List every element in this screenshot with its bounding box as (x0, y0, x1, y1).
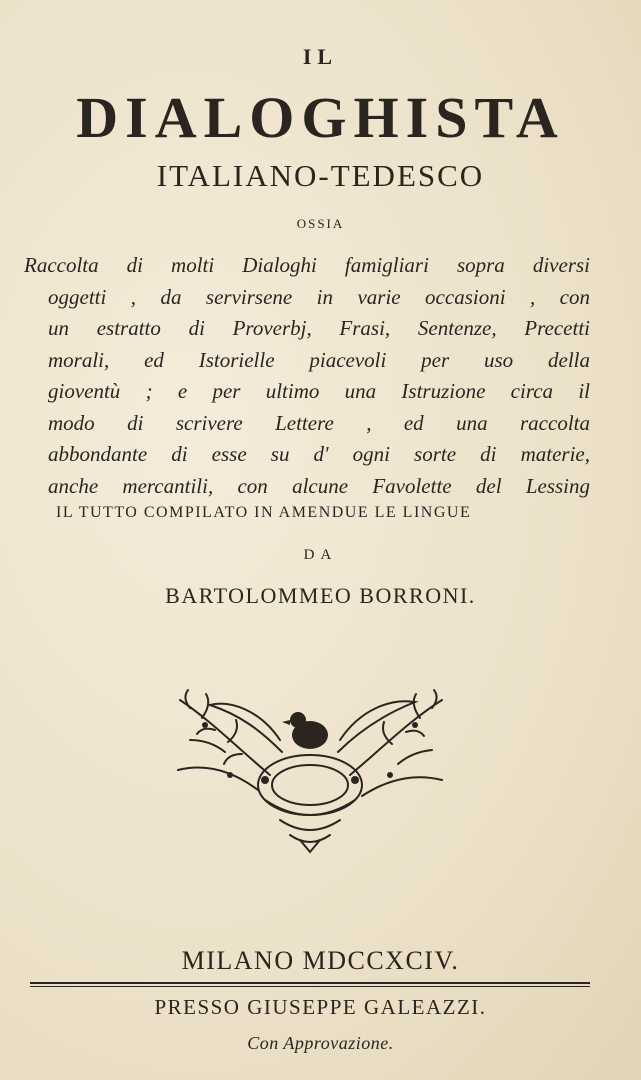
description-line: abbondante di esse su d' ogni sorte di materie, (48, 442, 590, 466)
description-line: anche mercantili, con alcune Favolette del Lessing (48, 473, 590, 498)
description-line: gioventù ; e per ultimo una Istruzione circa il (48, 379, 590, 403)
imprint-rule-thin (30, 986, 590, 987)
author-name: BARTOLOMMEO BORRONI. (165, 583, 476, 608)
description-line: modo di scrivere Lettere , ed una raccolta (48, 410, 590, 435)
imprint-rule (30, 982, 590, 984)
compiled-note: IL TUTTO COMPILATO IN AMENDUE LE LINGUE (56, 504, 472, 521)
description-line: Raccolta di molti Dialoghi famigliari sopra diversi (24, 253, 590, 277)
by-label: DA (303, 547, 338, 563)
description-line: oggetti , da servirsene in varie occasioni , con (48, 284, 590, 309)
title-article: IL (302, 44, 339, 69)
bird-foliage-ornament-icon (170, 680, 450, 855)
printer-name: PRESSO GIUSEPPE GALEAZZI. (154, 995, 487, 1019)
place-and-year: MILANO MDCCXCIV. (181, 946, 460, 975)
book-subtitle: ITALIANO-TEDESCO (156, 158, 485, 193)
description-block (24, 250, 590, 502)
book-title: DIALOGHISTA (76, 85, 565, 150)
ossia-label: OSSIA (296, 216, 345, 231)
description-line: morali, ed Istorielle piacevoli per uso della (48, 347, 590, 372)
approval-note: Con Approvazione. (247, 1033, 394, 1053)
description-line: un estratto di Proverbj, Frasi, Sentenze, Precetti (48, 316, 590, 340)
